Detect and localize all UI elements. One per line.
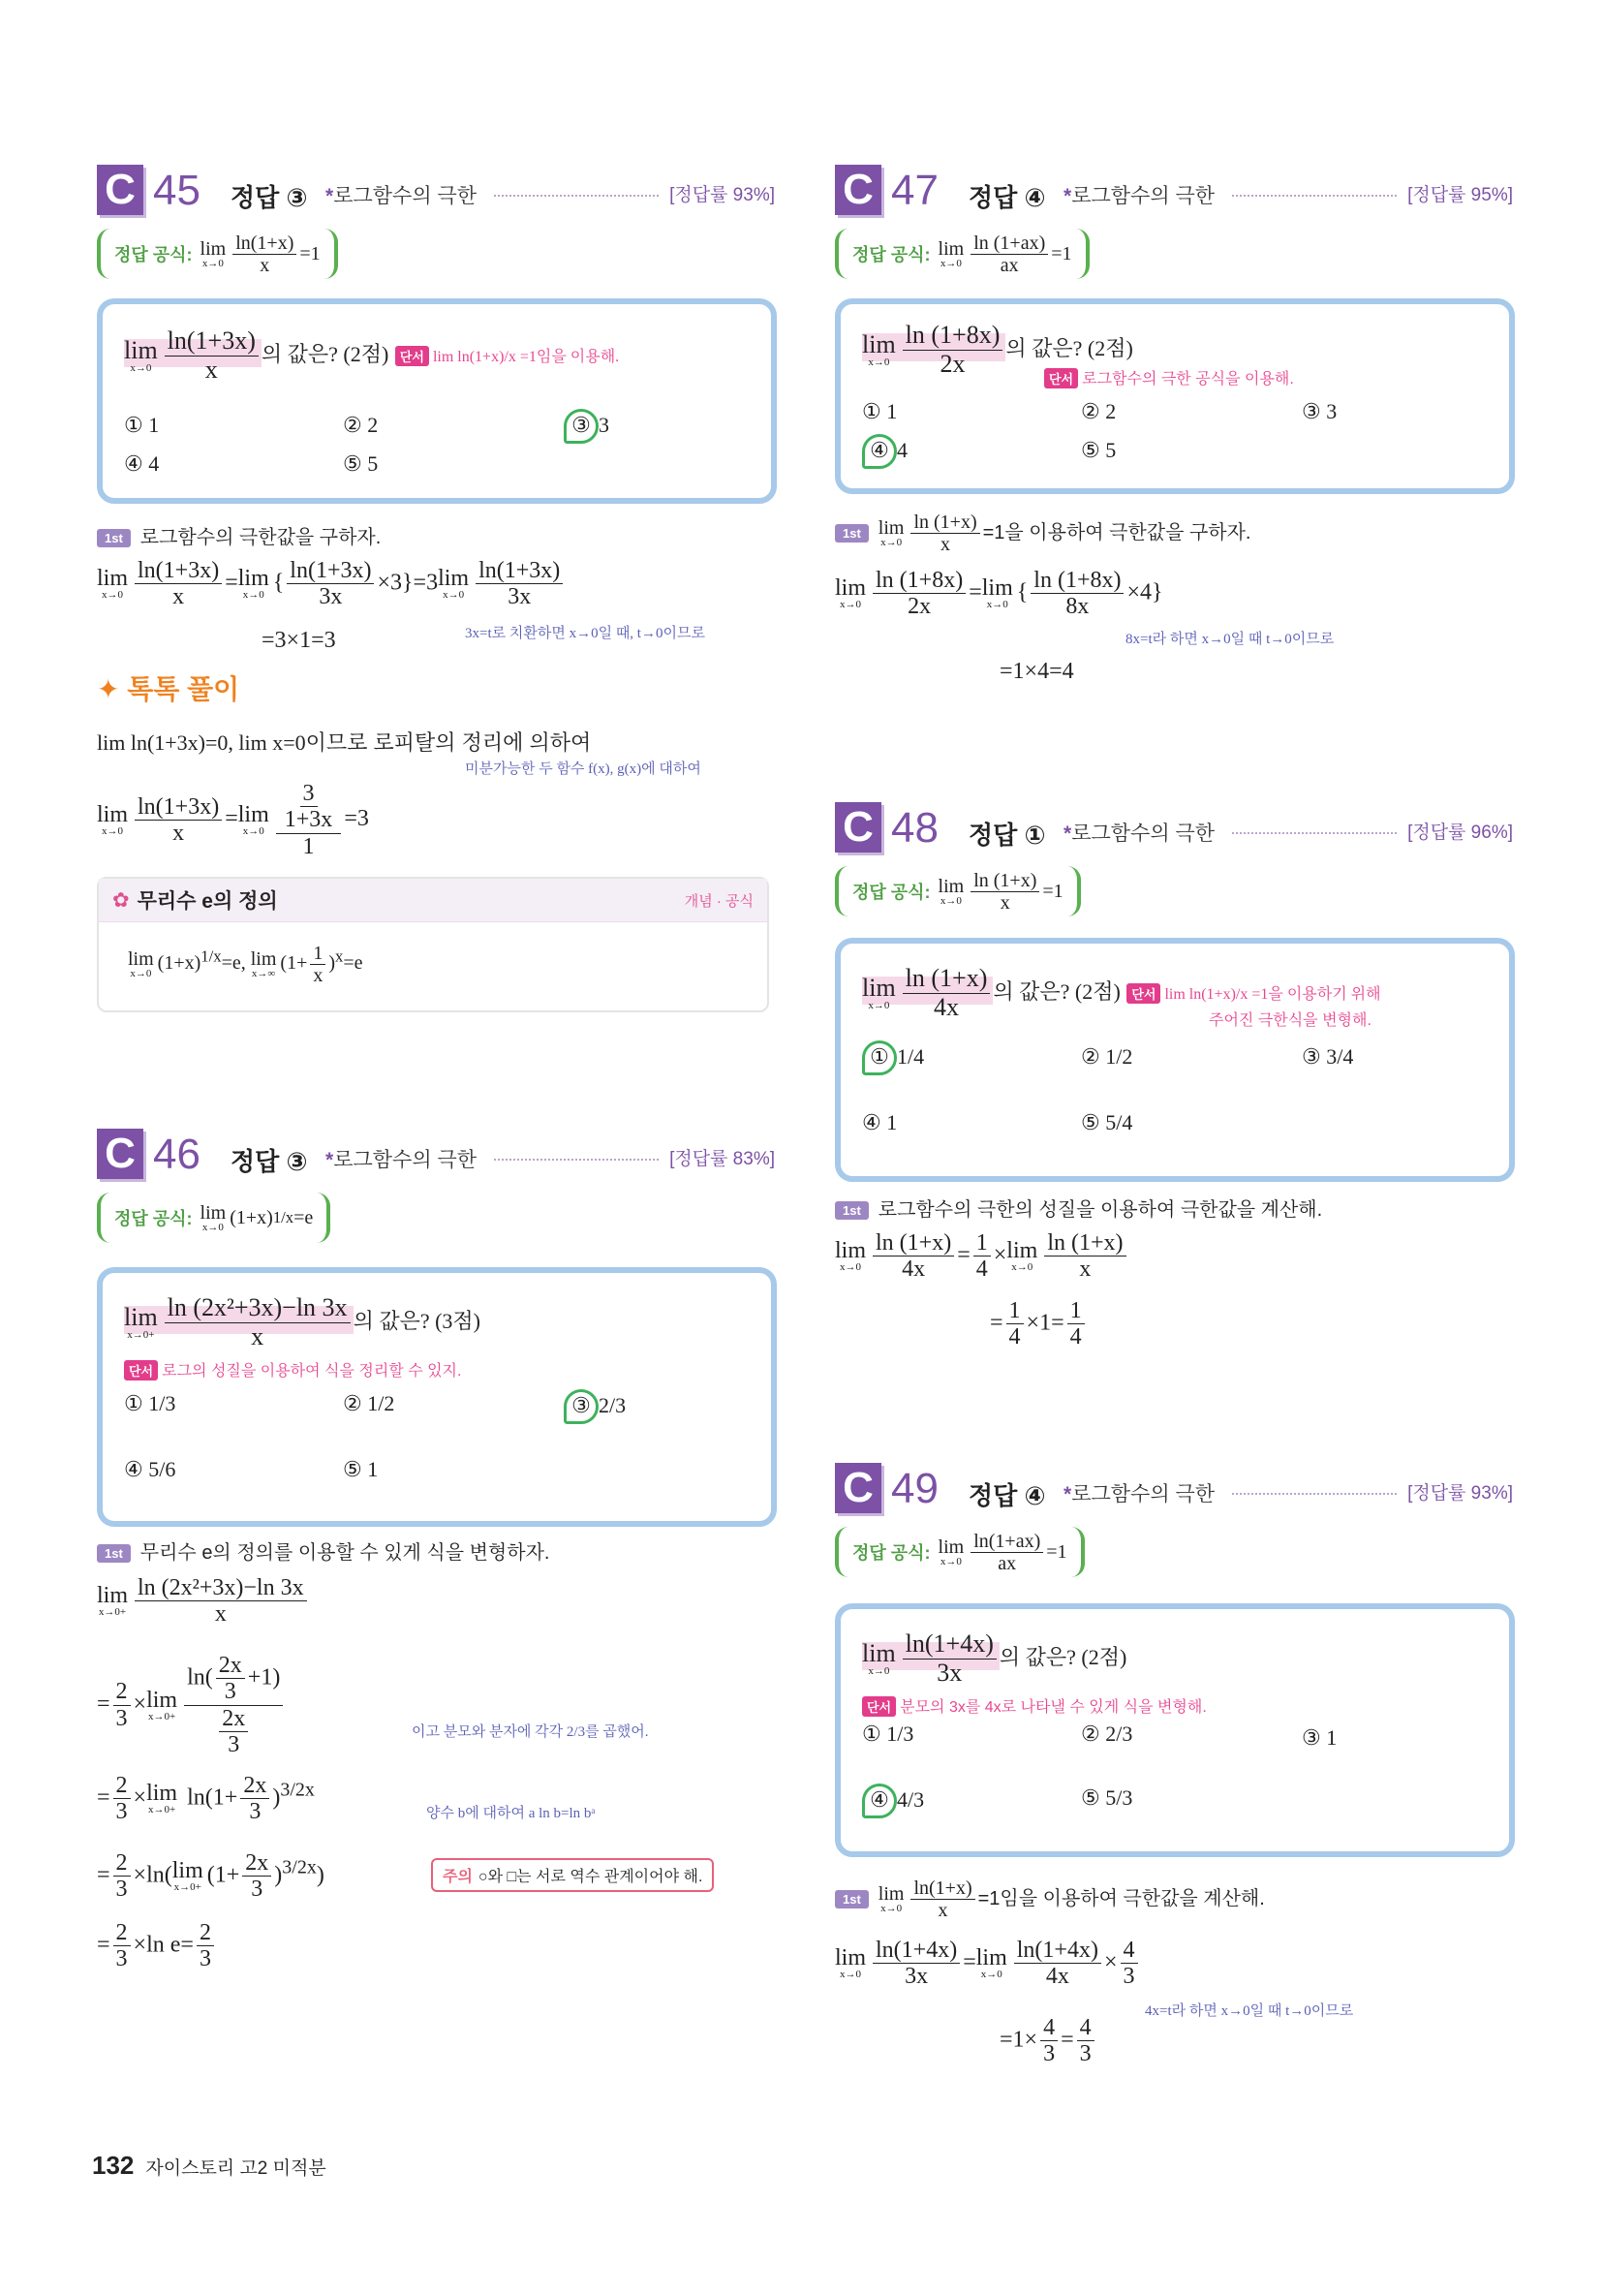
- toktok-heading: ✦ 톡톡 풀이: [97, 674, 240, 704]
- hint-text: lim ln(1+x)/x =1을 이용하기 위해: [1164, 986, 1381, 1004]
- question-46: [97, 1129, 775, 1243]
- answer-formula: 정답 공식: lim x→0 $\frac{\ln(1+x)}{x}$ =1: [97, 229, 338, 279]
- solution-step-1: 1st 로그함수의 극한값을 구하자.: [97, 521, 381, 549]
- solution-line-1: lim x→0 $\frac{\ln (1+x)}{4x}$ = $\frac{1}{4}$ × lim x→0 $\frac{\ln (1+x)}{x}$: [835, 1230, 1129, 1283]
- question-box: [835, 298, 1515, 494]
- substitution-note: 8x=t라 하면 x→0일 때 t→0이므로: [1125, 632, 1335, 647]
- choice-3-correct[interactable]: ③ 2/3: [564, 1389, 626, 1424]
- correct-rate: [정답률 93%]: [669, 185, 775, 205]
- solution-line-3: = $\frac{2}{3}$ × lim x→0+ ln(1+ $\frac{2x}{3}$ )$^{3/2x}$: [97, 1773, 315, 1825]
- hint-text-2: 주어진 극한식을 변형해.: [1209, 1012, 1372, 1029]
- choice-3[interactable]: ③ 3/4: [1302, 1044, 1354, 1069]
- leader-dots: [1232, 1493, 1397, 1495]
- page-footer: 132 자이스토리 고2 미적분: [92, 2151, 326, 2180]
- solution-step-1: 1st 무리수 e의 정의를 이용할 수 있게 식을 변형하자.: [97, 1536, 549, 1565]
- choice-2[interactable]: ② 1/2: [343, 1391, 395, 1415]
- solution-line-1: lim x→0 $\frac{\ln(1+3x)}{x}$ = lim x→0 { $\frac{\ln(1+3x)}{3x}$ ×3}=3 lim x→0 $\frac{\ln(1+3x)}{3x}$: [97, 558, 566, 610]
- question-number: 49: [891, 1465, 939, 1512]
- answer-label: 정답 ③: [231, 183, 308, 212]
- choice-3-correct[interactable]: ③ 3: [564, 409, 609, 444]
- check-mark-icon: ③: [564, 1389, 599, 1424]
- question-header: [835, 802, 1513, 858]
- correct-rate: [정답률 95%]: [1407, 185, 1513, 205]
- question-box: [835, 1603, 1515, 1857]
- correct-rate: [정답률 93%]: [1407, 1483, 1513, 1504]
- c-badge: C: [835, 165, 881, 215]
- question-number: 47: [891, 167, 939, 214]
- solution-line-2: =1×4=4: [1000, 659, 1074, 684]
- solution-line-1: lim x→0 $\frac{\ln(1+4x)}{3x}$ = lim x→0 $\frac{\ln(1+4x)}{4x}$ × $\frac{4}{3}$: [835, 1938, 1141, 1990]
- answer-formula: 정답 공식: lim x→0 $\frac{\ln (1+x)}{x}$ =1: [835, 866, 1081, 916]
- question-49: [835, 1463, 1513, 1577]
- choice-1[interactable]: ① 1: [862, 399, 898, 423]
- choice-1[interactable]: ① 1: [124, 413, 160, 437]
- solution-step-1: 1st 로그함수의 극한의 성질을 이용하여 극한값을 계산해.: [835, 1194, 1322, 1222]
- choice-4-correct[interactable]: ④ 4/3: [862, 1784, 924, 1818]
- e-definition: lim x→0 $(1+x)^{1/x}=e$, lim x→∞ (1+ $\frac{1}{x}$ )$^x$=e: [128, 943, 363, 986]
- choice-4[interactable]: ④ 5/6: [124, 1457, 176, 1481]
- c-badge: C: [835, 1463, 881, 1513]
- solution-step-1: 1st lim x→0 $\frac{\ln (1+x)}{x}$ =1을 이용하여 극한값을 구하자.: [835, 512, 1251, 555]
- choice-1[interactable]: ① 1/3: [862, 1722, 914, 1746]
- choice-2[interactable]: ② 1/2: [1081, 1044, 1133, 1069]
- answer-formula: 정답 공식: lim x→0 (1+x) 1/x =e: [97, 1193, 330, 1243]
- hint-tag: 단서: [395, 346, 429, 366]
- choice-1[interactable]: ① 1/3: [124, 1391, 176, 1415]
- caution-note: 주의 ○와 □는 서로 역수 관계이어야 해.: [431, 1858, 714, 1892]
- substitution-note: 3x=t로 치환하면 x→0일 때, t→0이므로: [465, 626, 705, 641]
- correct-rate: [정답률 83%]: [669, 1149, 775, 1169]
- choice-4[interactable]: ④ 1: [862, 1110, 898, 1134]
- choice-2[interactable]: ② 2/3: [1081, 1722, 1133, 1746]
- solution-line-2: = $\frac{2}{3}$ × lim x→0+ ln( $\frac{2x}{3}$ +1) $\frac{2x}{3}$: [97, 1653, 286, 1758]
- choice-3[interactable]: ③ 3: [1302, 399, 1338, 423]
- power-rule-note: 양수 b에 대하여 a ln b=ln bᵃ: [426, 1806, 596, 1821]
- lhopital-note: 미분가능한 두 함수 f(x), g(x)에 대하여: [465, 761, 701, 777]
- choice-1-correct[interactable]: ① 1/4: [862, 1040, 924, 1075]
- solution-line-2: =3×1=3: [262, 628, 336, 653]
- check-mark-icon: ③: [564, 409, 599, 444]
- choice-5[interactable]: ⑤ 1: [343, 1457, 379, 1481]
- concept-header: ✿ 무리수 e의 정의 개념 · 공식: [99, 879, 767, 922]
- lhopital-line: lim ln(1+3x)=0, lim x=0이므로 로피탈의 정리에 의하여: [97, 730, 592, 755]
- choice-5[interactable]: ⑤ 5/3: [1081, 1785, 1133, 1810]
- hint-text: lim ln(1+x)/x =1임을 이용해.: [432, 349, 620, 366]
- question-47: [835, 165, 1513, 279]
- answer-label: 정답 ④: [969, 1481, 1046, 1510]
- question-box: [835, 938, 1515, 1182]
- question-expression: lim x→0+ $\frac{\text{ln (2x²+3x)−ln 3x}}{x}$ 의 값은? (3점): [124, 1293, 480, 1350]
- answer-label: 정답 ③: [231, 1147, 308, 1176]
- solution-line-5: = $\frac{2}{3}$ ×ln e= $\frac{2}{3}$: [97, 1920, 217, 1972]
- check-mark-icon: ④: [862, 434, 897, 469]
- leader-dots: [1232, 832, 1397, 834]
- substitution-note: 4x=t라 하면 x→0일 때 t→0이므로: [1145, 2003, 1354, 2019]
- topic: *로그함수의 극한: [325, 1149, 478, 1171]
- question-number: 48: [891, 804, 939, 852]
- question-expression: lim x→0 $\frac{\ln (1+8x)}{2x}$ 의 값은? (2점): [862, 321, 1133, 378]
- choice-2[interactable]: ② 2: [343, 413, 379, 437]
- solution-line-2: = $\frac{1}{4}$ ×1= $\frac{1}{4}$: [990, 1298, 1088, 1350]
- solution-step-1: 1st lim x→0 $\frac{\ln(1+x)}{x}$ =1임을 이용하여 극한값을 계산해.: [835, 1877, 1265, 1921]
- question-expression: lim x→0 $\frac{\ln (1+x)}{4x}$ 의 값은? (2점) 단서 lim ln(1+x)/x =1을 이용하기 위해: [862, 964, 1381, 1021]
- solution-line-1: lim x→0 $\frac{\ln (1+8x)}{2x}$ = lim x→0 { $\frac{\ln (1+8x)}{8x}$ ×4}: [835, 568, 1163, 620]
- hint-text: 단서 분모의 3x를 4x로 나타낼 수 있게 식을 변형해.: [862, 1694, 1207, 1717]
- choice-2[interactable]: ② 2: [1081, 399, 1117, 423]
- question-number: 45: [153, 167, 200, 214]
- question-header: [835, 165, 1513, 221]
- answer-label: 정답 ④: [969, 183, 1046, 212]
- leader-dots: [1232, 195, 1397, 197]
- correct-rate: [정답률 96%]: [1407, 822, 1513, 843]
- leader-dots: [494, 1159, 659, 1161]
- answer-formula: 정답 공식: lim x→0 $\frac{\ln(1+ax)}{ax}$ =1: [835, 1527, 1085, 1577]
- choice-3[interactable]: ③ 1: [1302, 1725, 1338, 1750]
- check-mark-icon: ①: [862, 1040, 897, 1075]
- question-header: [97, 165, 775, 221]
- question-box: [97, 298, 777, 504]
- hint-text: 단서 로그함수의 극한 공식을 이용해.: [1044, 366, 1294, 388]
- topic: *로그함수의 극한: [1064, 822, 1216, 845]
- question-48: [835, 802, 1513, 916]
- choice-4[interactable]: ④ 4: [124, 451, 160, 476]
- concept-box: [97, 877, 769, 1012]
- question-45: [97, 165, 775, 279]
- answer-label: 정답 ①: [969, 821, 1046, 850]
- c-badge: C: [97, 165, 143, 215]
- check-mark-icon: ④: [862, 1784, 897, 1818]
- leader-dots: [494, 195, 659, 197]
- topic: *로그함수의 극한: [1064, 1483, 1216, 1505]
- solution-line-2: =1× $\frac{4}{3}$ = $\frac{4}{3}$: [1000, 2015, 1097, 2067]
- question-box: [97, 1267, 777, 1527]
- question-expression: lim x→0 $\frac{\ln(1+4x)}{3x}$ 의 값은? (2점): [862, 1629, 1127, 1687]
- question-header: [835, 1463, 1513, 1519]
- answer-formula: 정답 공식: lim x→0 $\frac{\ln (1+ax)}{ax}$ =1: [835, 229, 1090, 279]
- log-property-note: 이고 분모와 분자에 각각 2/3를 곱했어.: [412, 1724, 649, 1740]
- lhopital-result: lim x→0 $\frac{\ln(1+3x)}{x}$ = lim x→0 $\frac{\frac{3}{1+3x}}{1}$ =3: [97, 781, 369, 859]
- topic: *로그함수의 극한: [1064, 185, 1216, 207]
- choice-4-correct[interactable]: ④ 4: [862, 434, 908, 469]
- question-number: 46: [153, 1131, 200, 1178]
- question-expression: lim x→0 $\frac{\ln(1+3x)}{x}$ 의 값은? (2점) 단서 lim ln(1+x)/x =1임을 이용해.: [124, 326, 620, 384]
- solution-line-1: lim x→0+ $\frac{\text{ln (2x²+3x)−ln 3x}}{x}$: [97, 1575, 310, 1628]
- choice-5[interactable]: ⑤ 5: [343, 451, 379, 476]
- c-badge: C: [97, 1129, 143, 1179]
- question-header: [97, 1129, 775, 1185]
- solution-line-4: = $\frac{2}{3}$ ×ln( lim x→0+ (1+ $\frac{2x}{3}$ )$^{3/2x}$): [97, 1850, 324, 1903]
- c-badge: C: [835, 802, 881, 853]
- choice-5[interactable]: ⑤ 5: [1081, 438, 1117, 462]
- hint-text: 단서 로그의 성질을 이용하여 식을 정리할 수 있지.: [124, 1358, 461, 1381]
- topic: *로그함수의 극한: [325, 185, 478, 207]
- choice-5[interactable]: ⑤ 5/4: [1081, 1110, 1133, 1134]
